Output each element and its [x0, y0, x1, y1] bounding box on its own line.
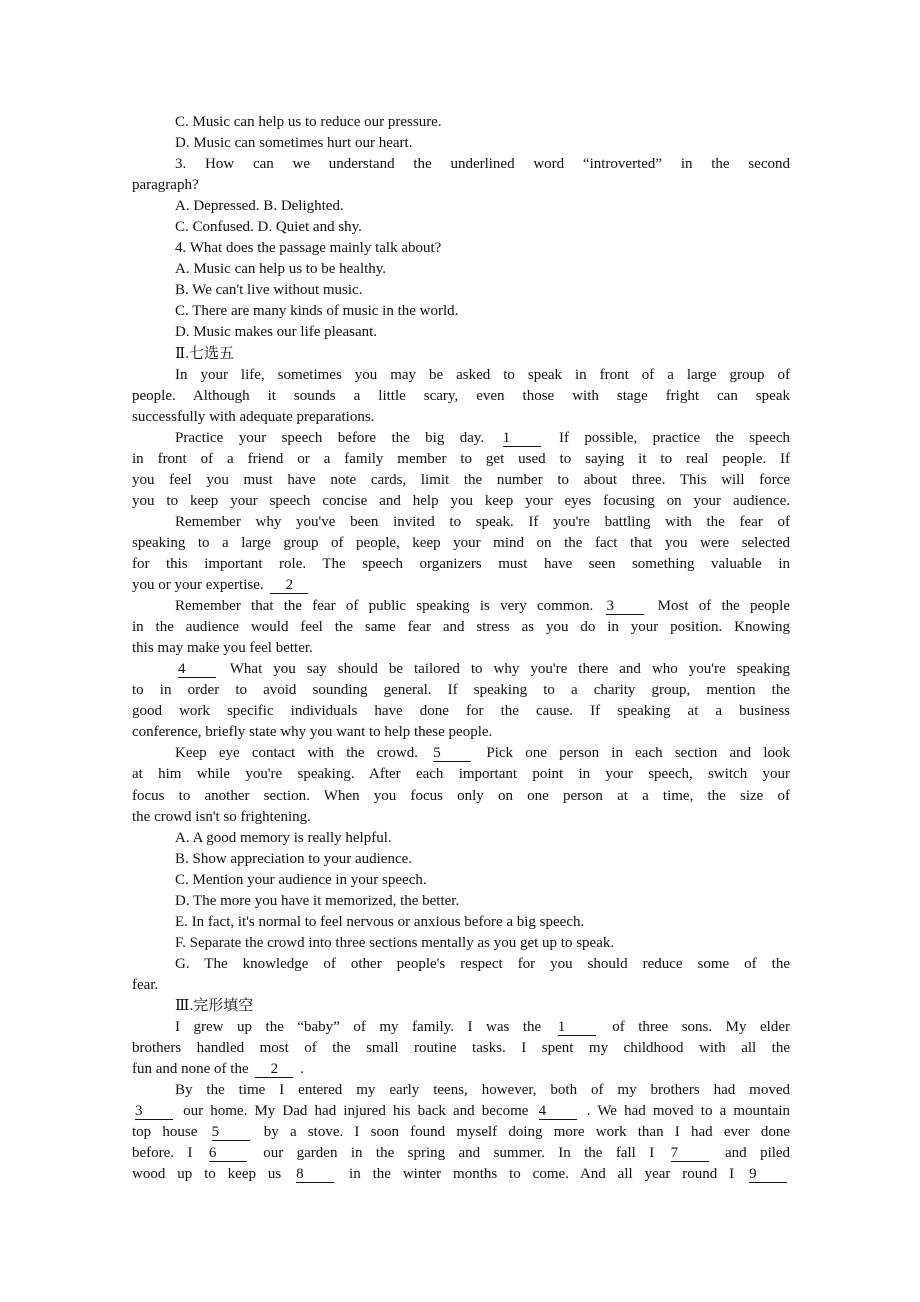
text-segment: D. Music makes our life pleasant. [175, 324, 378, 341]
answer-blank: 5 [433, 746, 471, 762]
text-segment: F. Separate the crowd into three sections mentally as you get up to speak. [175, 934, 615, 951]
text-line [132, 1059, 790, 1080]
answer-blank: 2 [255, 1062, 293, 1078]
answer-blank: 3 [135, 1104, 173, 1120]
text-line [132, 617, 790, 638]
text-line [132, 1122, 790, 1143]
text-line [132, 1017, 790, 1038]
text-line [132, 849, 790, 870]
text-line [132, 238, 790, 259]
text-segment: brothers handled most of the small routine tasks. I spent my childhood with all the [132, 1040, 790, 1057]
text-line [132, 596, 790, 617]
text-segment: C. Confused. D. Quiet and shy. [175, 219, 362, 236]
text-line [132, 533, 790, 554]
text-line [132, 575, 790, 596]
text-line [132, 365, 790, 386]
text-segment: top house [132, 1124, 198, 1141]
answer-blank: 1 [503, 431, 541, 447]
text-segment: in the winter months to come. And all year round I [349, 1166, 735, 1183]
text-segment: I grew up the “baby” of my family. I was the [175, 1019, 542, 1036]
text-line [132, 659, 790, 680]
text-line [132, 386, 790, 407]
text-segment: our home. My Dad had injured his back and become [183, 1103, 529, 1120]
text-line [132, 470, 790, 491]
text-line [132, 933, 790, 954]
text-line [132, 996, 790, 1017]
text-line [132, 322, 790, 343]
text-segment: you or your expertise. [132, 577, 264, 594]
text-segment: Practice your speech before the big day. [175, 429, 485, 446]
text-line [132, 154, 790, 175]
answer-blank: 1 [558, 1020, 596, 1036]
text-line [132, 828, 790, 849]
text-segment: to in order to avoid sounding general. If speaking to a charity group, mention the [132, 682, 790, 699]
answer-blank: 3 [606, 599, 644, 615]
text-segment: paragraph? [132, 177, 199, 194]
text-segment: What you say should be tailored to why you're there and who you're speaking [229, 661, 790, 678]
text-line [132, 554, 790, 575]
text-segment: in the audience would feel the same fear and stress as you do in your position. Knowing [132, 619, 790, 636]
text-segment: C. There are many kinds of music in the world. [175, 303, 459, 320]
text-segment: successfully with adequate preparations. [132, 408, 375, 425]
text-line [132, 786, 790, 807]
text-segment: speaking to a large group of people, keep your mind on the fact that you were selected [132, 534, 790, 551]
text-line [132, 1164, 790, 1185]
text-segment: Ⅲ.完形填空 [175, 997, 254, 1014]
answer-blank: 5 [212, 1125, 250, 1141]
text-segment: you feel you must have note cards, limit the number to about three. This will force [132, 471, 790, 488]
text-segment: A. Music can help us to be healthy. [175, 261, 387, 278]
text-segment: E. In fact, it's normal to feel nervous or anxious before a big speech. [175, 913, 585, 930]
text-line [132, 259, 790, 280]
text-segment: D. Music can sometimes hurt our heart. [175, 135, 413, 152]
text-line [132, 196, 790, 217]
text-segment: fear. [132, 976, 159, 993]
text-line [132, 807, 790, 828]
text-line [132, 175, 790, 196]
text-line [132, 512, 790, 533]
text-line [132, 217, 790, 238]
text-line [132, 133, 790, 154]
text-line [132, 449, 790, 470]
text-line [132, 891, 790, 912]
text-segment: 4. What does the passage mainly talk about? [175, 240, 442, 257]
text-segment: and piled [725, 1145, 790, 1162]
text-line [132, 1143, 790, 1164]
text-segment: A. Depressed. B. Delighted. [175, 198, 344, 215]
text-segment: conference, briefly state why you want to help these people. [132, 724, 493, 741]
text-line [132, 1038, 790, 1059]
text-segment: Keep eye contact with the crowd. [175, 745, 418, 762]
text-segment: C. Music can help us to reduce our pressure. [175, 114, 442, 130]
text-line [132, 743, 790, 764]
text-segment: by a stove. I soon found myself doing more work than I had ever done [263, 1124, 790, 1141]
text-segment: By the time I entered my early teens, however, both of my brothers had moved [175, 1082, 790, 1099]
text-segment: If possible, practice the speech [558, 429, 790, 446]
text-segment: B. Show appreciation to your audience. [175, 850, 413, 867]
text-segment: good work specific individuals have done for the cause. If speaking at a business [132, 703, 790, 720]
text-line [132, 701, 790, 722]
text-segment: the crowd isn't so frightening. [132, 808, 311, 825]
text-segment: In your life, sometimes you may be asked to speak in front of a large group of [175, 366, 790, 383]
text-segment: . We had moved to a mountain [586, 1103, 790, 1120]
text-segment: you to keep your speech concise and help you keep your eyes focusing on your audience. [132, 492, 790, 509]
text-line [132, 1101, 790, 1122]
document-page [132, 112, 790, 1185]
text-segment: people. Although it sounds a little scary, even those with stage fright can speak [132, 387, 790, 404]
text-segment: at him while you're speaking. After each important point in your speech, switch your [132, 766, 790, 783]
text-segment: in front of a friend or a family member to get used to saying it to real people. If [132, 450, 790, 467]
text-segment: A. A good memory is really helpful. [175, 829, 392, 846]
text-segment: Pick one person in each section and look [486, 745, 790, 762]
text-segment: our garden in the spring and summer. In the fall I [263, 1145, 655, 1162]
text-line [132, 407, 790, 428]
text-segment: for this important role. The speech organizers must have seen something valuable in [132, 555, 790, 572]
text-line [132, 344, 790, 365]
text-segment: this may make you feel better. [132, 640, 313, 657]
text-line [132, 870, 790, 891]
text-segment: C. Mention your audience in your speech. [175, 871, 427, 888]
text-line [132, 680, 790, 701]
text-line [132, 1080, 790, 1101]
text-line [132, 280, 790, 301]
text-segment: wood up to keep us [132, 1166, 282, 1183]
text-segment: G. The knowledge of other people's respect for you should reduce some of the [175, 955, 790, 972]
answer-blank: 4 [539, 1104, 577, 1120]
answer-blank: 2 [270, 578, 308, 594]
answer-blank: 7 [671, 1146, 709, 1162]
text-line [132, 301, 790, 322]
text-segment: Ⅱ.七选五 [175, 345, 234, 362]
text-line [132, 764, 790, 785]
text-line [132, 491, 790, 512]
text-line [132, 912, 790, 933]
answer-blank: 9 [749, 1167, 787, 1183]
text-segment: of three sons. My elder [612, 1019, 790, 1036]
text-segment: 3. How can we understand the underlined word “introverted” in the second [175, 156, 790, 173]
text-segment: before. I [132, 1145, 193, 1162]
text-line [132, 428, 790, 449]
text-segment: Most of the people [657, 598, 790, 615]
text-segment: focus to another section. When you focus only on one person at a time, the size of [132, 787, 790, 804]
text-segment: . [300, 1061, 304, 1078]
text-line [132, 975, 790, 996]
text-segment: D. The more you have it memorized, the better. [175, 892, 460, 909]
answer-blank: 4 [178, 662, 216, 678]
text-line [132, 638, 790, 659]
text-segment: B. We can't live without music. [175, 282, 363, 299]
text-line [132, 112, 790, 133]
text-segment: fun and none of the [132, 1061, 249, 1078]
answer-blank: 8 [296, 1167, 334, 1183]
answer-blank: 6 [209, 1146, 247, 1162]
text-segment: Remember why you've been invited to speak. If you're battling with the fear of [175, 513, 790, 530]
text-line [132, 954, 790, 975]
text-segment: Remember that the fear of public speaking is very common. [175, 598, 594, 615]
text-line [132, 722, 790, 743]
